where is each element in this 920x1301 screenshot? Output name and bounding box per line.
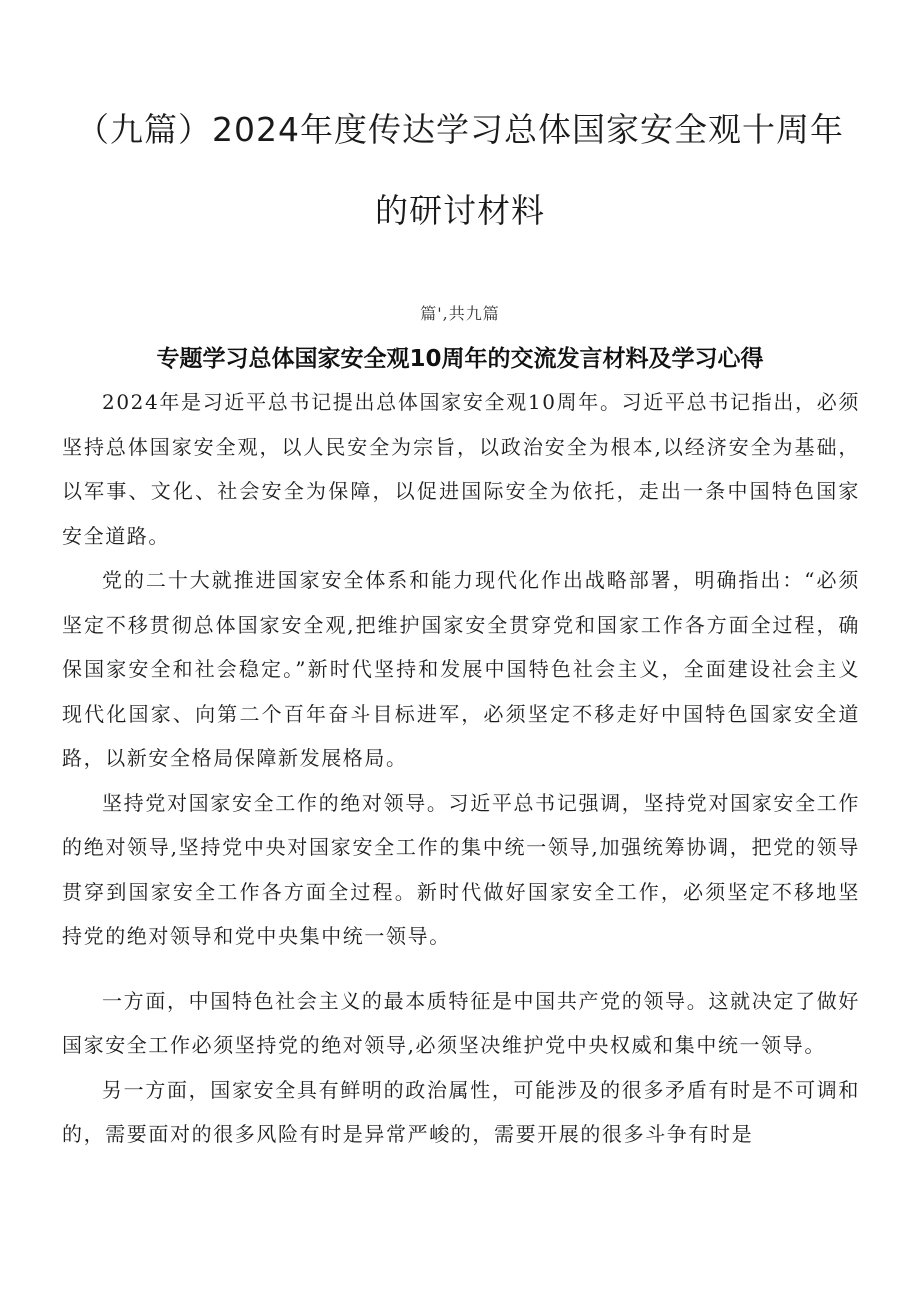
paragraph: 党的二十大就推进国家安全体系和能力现代化作出战略部署，明确指出：“必须坚定不移贯彻总体国家安全观,把维护国家安全贯穿党和国家工作各方面全过程，确保国家安全和社会稳定。”新时代坚持和发展中国特色社会主义，全面建设社会主义现代化国家、向第二个百年奋斗目标进军，必须坚定不移走好中国特色国家安全道路，以新安全格局保障新发展格局。 [62, 568, 860, 770]
section-marker: 篇',共九篇 [420, 304, 500, 323]
section-heading: 专题学习总体国家安全观10周年的交流发言材料及学习心得 [156, 346, 764, 372]
body-text [62, 380, 860, 1157]
paragraph: 另一方面，国家安全具有鲜明的政治属性，可能涉及的很多矛盾有时是不可调和的，需要面对的很多风险有时是异常严峻的，需要开展的很多斗争有时是 [62, 1077, 860, 1146]
paragraph: 2024年是习近平总书记提出总体国家安全观10周年。习近平总书记指出，必须坚持总体国家安全观，以人民安全为宗旨，以政治安全为根本,以经济安全为基础，以军事、文化、社会安全为保障，以促进国际安全为依托，走出一条中国特色国家安全道路。 [62, 390, 860, 548]
paragraph: 一方面，中国特色社会主义的最本质特征是中国共产党的领导。这就决定了做好国家安全工作必须坚持党的绝对领导,必须坚决维护党中央权威和集中统一领导。 [62, 988, 860, 1057]
document-title-line-1: （九篇）2024年度传达学习总体国家安全观十周年 [76, 110, 844, 149]
document-title-line-2: 的研讨材料 [375, 191, 545, 230]
paragraph: 坚持党对国家安全工作的绝对领导。习近平总书记强调，坚持党对国家安全工作的绝对领导,坚持党中央对国家安全工作的集中统一领导,加强统筹协调，把党的领导贯穿到国家安全工作各方面全过程。新时代做好国家安全工作，必须坚定不移地坚持党的绝对领导和党中央集中统一领导。 [62, 790, 860, 948]
